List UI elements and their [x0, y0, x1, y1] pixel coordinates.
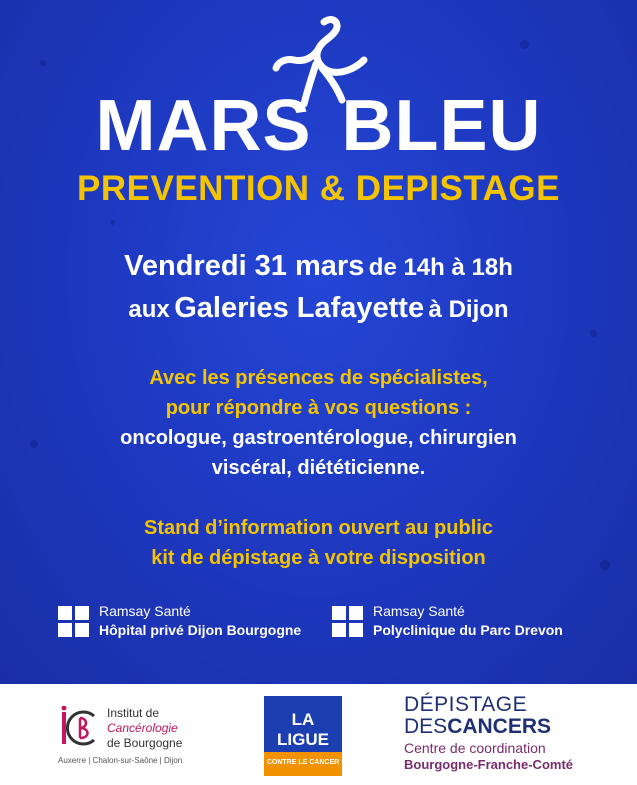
background-speck — [110, 220, 115, 225]
event-at: aux — [128, 296, 170, 323]
subtitle: PREVENTION & DEPISTAGE — [77, 169, 560, 208]
presence-line-4: viscéral, diététicienne. — [211, 457, 426, 479]
partner-brand: Ramsay Santé — [99, 603, 191, 619]
depistage-des: DES — [404, 715, 448, 738]
title-left: MARS — [95, 86, 312, 166]
icb-mark-icon — [58, 706, 102, 750]
footer-logos — [0, 684, 637, 785]
depistage-cancers: CANCERS — [447, 715, 552, 738]
ramsay-logo-icon — [58, 606, 90, 638]
event-city: à Dijon — [428, 296, 509, 323]
partner-brand: Ramsay Santé — [373, 603, 465, 619]
background-speck — [520, 40, 529, 49]
partner-polyclinique-drevon — [332, 602, 563, 642]
stand-paragraph — [0, 513, 637, 573]
partner-hopital-dijon — [58, 602, 301, 642]
depistage-logo — [404, 694, 604, 773]
partner-name: Hôpital privé Dijon Bourgogne — [99, 622, 302, 638]
depistage-line-2 — [404, 716, 604, 738]
presence-line-3: oncologue, gastroentérologue, chirurgien — [120, 427, 517, 449]
page-title — [0, 86, 637, 166]
presence-line-2: pour répondre à vos questions : — [165, 397, 472, 419]
event-day: Vendredi 31 mars — [124, 250, 365, 282]
background-speck — [590, 330, 597, 337]
presence-paragraph — [0, 363, 637, 483]
partner-name: Polyclinique du Parc Drevon — [373, 622, 563, 638]
ramsay-logo-icon — [332, 606, 364, 638]
stand-line-1: Stand d’information ouvert au public — [144, 517, 493, 539]
icb-cities: Auxerre | Chalon-sur-Saône | Dijon — [58, 756, 183, 765]
ligue-name: LA LIGUE — [277, 710, 329, 749]
background-speck — [40, 60, 46, 66]
depistage-line-3: Centre de coordination — [404, 740, 546, 756]
icb-logo — [58, 702, 208, 765]
ligue-logo — [264, 696, 342, 776]
event-hours: de 14h à 18h — [368, 254, 513, 281]
icb-line-1: Institut de — [107, 706, 160, 720]
depistage-line-1: DÉPISTAGE — [404, 693, 528, 716]
stand-line-2: kit de dépistage à votre disposition — [151, 547, 486, 569]
icb-line-3: de Bourgogne — [107, 736, 183, 750]
ligue-tagline: CONTRE LE CANCER — [266, 759, 340, 766]
event-venue: Galeries Lafayette — [174, 292, 425, 324]
icb-line-2: Cancérologie — [107, 721, 178, 735]
event-date-line — [0, 248, 637, 289]
presence-line-1: Avec les présences de spécialistes, — [149, 367, 488, 389]
title-right: BLEU — [341, 86, 542, 166]
depistage-line-4: Bourgogne-Franche-Comté — [404, 757, 573, 772]
event-venue-line — [0, 290, 637, 331]
